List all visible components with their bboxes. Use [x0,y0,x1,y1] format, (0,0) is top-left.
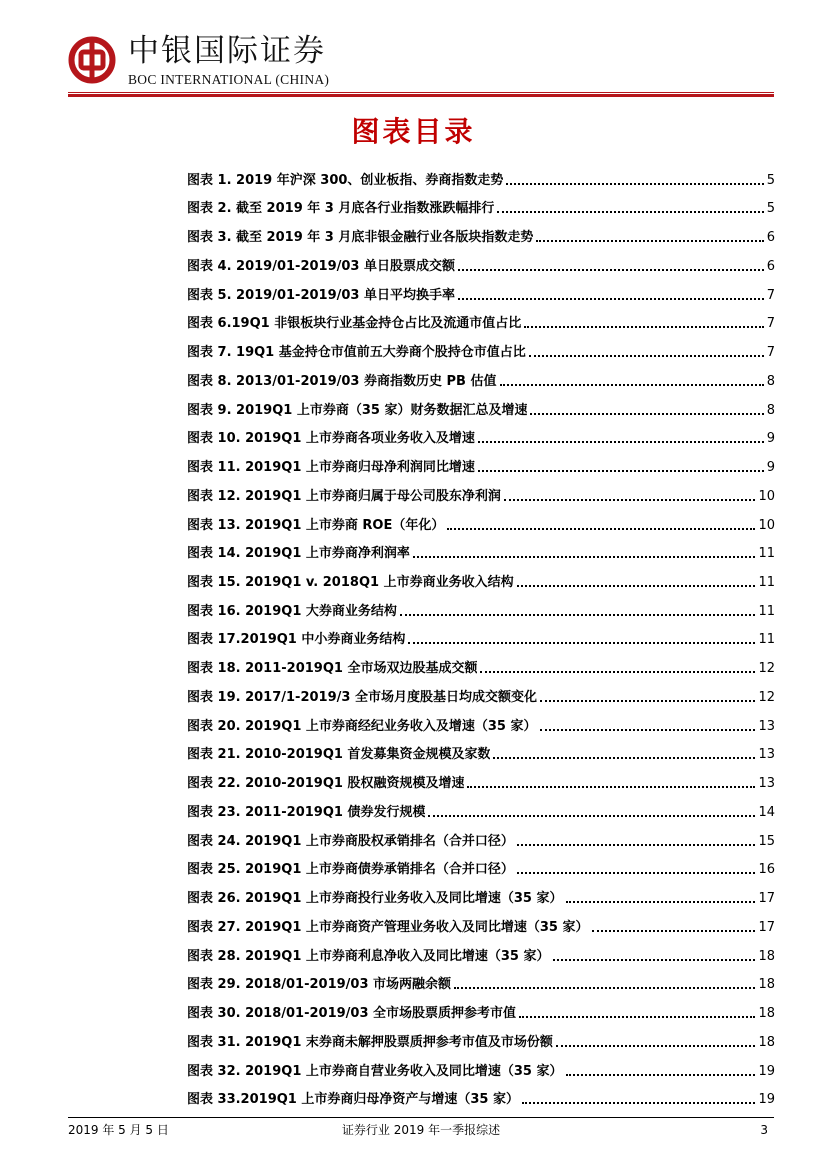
toc-entry-page: 5 [766,172,775,188]
toc-entry-label: 图表 32. 2019Q1 上市券商自营业务收入及同比增速（35 家） [187,1063,563,1079]
toc-entry-page: 8 [766,402,775,418]
toc-entry-label: 图表 5. 2019/01-2019/03 单日平均换手率 [187,287,455,303]
toc-entry[interactable] [187,594,775,623]
toc-entry-page: 7 [766,345,775,361]
toc-entry-label: 图表 14. 2019Q1 上市券商净利润率 [187,546,410,562]
toc-entry-label: 图表 24. 2019Q1 上市券商股权承销排名（合并口径） [187,833,514,849]
page-title: 图表目录 [351,115,476,148]
toc-dot-leader [540,700,756,702]
footer-page-number: 3 [760,1123,768,1137]
toc-entry[interactable] [187,766,775,795]
toc-entry-page: 19 [758,1063,775,1079]
toc-entry-page: 11 [758,546,775,562]
toc-entry[interactable] [187,220,775,249]
page-header [68,30,774,96]
toc-entry-label: 图表 30. 2018/01-2019/03 全市场股票质押参考市值 [187,1006,517,1022]
toc-dot-leader [458,269,764,271]
toc-entry-page: 18 [758,1034,775,1050]
toc-dot-leader [529,355,764,357]
toc-entry-page: 11 [758,603,775,619]
toc-entry-page: 14 [758,804,775,820]
table-of-figures [187,163,775,1111]
toc-dot-leader [506,183,763,185]
toc-entry-label: 图表 20. 2019Q1 上市券商经纪业务收入及增速（35 家） [187,718,537,734]
toc-entry-label: 图表 21. 2010-2019Q1 首发募集资金规模及家数 [187,747,491,763]
toc-entry[interactable] [187,651,775,680]
toc-entry-label: 图表 4. 2019/01-2019/03 单日股票成交额 [187,258,455,274]
toc-entry-label: 图表 25. 2019Q1 上市券商债券承销排名（合并口径） [187,862,514,878]
toc-dot-leader [500,384,764,386]
toc-entry-label: 图表 17.2019Q1 中小券商业务结构 [187,632,406,648]
toc-entry-page: 5 [766,201,775,217]
toc-entry-page: 7 [766,287,775,303]
toc-entry[interactable] [187,565,775,594]
toc-entry[interactable] [187,709,775,738]
toc-entry[interactable] [187,508,775,537]
toc-dot-leader [467,786,755,788]
toc-entry-label: 图表 29. 2018/01-2019/03 市场两融余额 [187,977,452,993]
toc-entry-page: 18 [758,948,775,964]
toc-dot-leader [408,642,755,644]
toc-entry-page: 11 [758,575,775,591]
header-rule [68,92,774,96]
toc-entry-page: 18 [758,977,775,993]
toc-dot-leader [413,556,756,558]
toc-dot-leader [540,729,756,731]
toc-entry[interactable] [187,795,775,824]
toc-entry-page: 10 [758,488,775,504]
toc-entry[interactable] [187,249,775,278]
toc-entry-label: 图表 22. 2010-2019Q1 股权融资规模及增速 [187,776,465,792]
toc-dot-leader [497,211,763,213]
toc-entry[interactable] [187,1083,775,1112]
toc-dot-leader [493,757,755,759]
toc-entry-label: 图表 27. 2019Q1 上市券商资产管理业务收入及同比增速（35 家） [187,919,589,935]
toc-entry[interactable] [187,479,775,508]
toc-entry-label: 图表 10. 2019Q1 上市券商各项业务收入及增速 [187,431,475,447]
toc-dot-leader [454,987,755,989]
toc-entry-page: 7 [766,316,775,332]
toc-entry[interactable] [187,881,775,910]
toc-entry-page: 6 [766,230,775,246]
toc-entry-page: 17 [758,891,775,907]
toc-entry-label: 图表 31. 2019Q1 末券商未解押股票质押参考市值及市场份额 [187,1034,553,1050]
toc-entry[interactable] [187,910,775,939]
toc-dot-leader [517,872,756,874]
toc-dot-leader [428,815,755,817]
toc-dot-leader [556,1045,756,1047]
toc-dot-leader [480,671,755,673]
toc-entry[interactable] [187,968,775,997]
toc-dot-leader [522,1102,755,1104]
toc-entry-label: 图表 8. 2013/01-2019/03 券商指数历史 PB 估值 [187,373,497,389]
toc-entry-label: 图表 23. 2011-2019Q1 债券发行规模 [187,804,426,820]
toc-entry-label: 图表 16. 2019Q1 大券商业务结构 [187,603,397,619]
toc-dot-leader [592,930,756,932]
toc-entry[interactable] [187,1054,775,1083]
header-rule-thick [68,94,774,97]
toc-entry-page: 13 [758,776,775,792]
toc-dot-leader [447,528,755,530]
toc-entry[interactable] [187,307,775,336]
toc-entry-page: 17 [758,919,775,935]
toc-dot-leader [530,413,763,415]
toc-entry[interactable] [187,192,775,221]
toc-entry-label: 图表 19. 2017/1-2019/3 全市场月度股基日均成交额变化 [187,689,537,705]
toc-dot-leader [519,1016,755,1018]
toc-entry[interactable] [187,680,775,709]
toc-entry-label: 图表 9. 2019Q1 上市券商（35 家）财务数据汇总及增速 [187,402,528,418]
toc-entry[interactable] [187,278,775,307]
toc-entry-page: 8 [766,373,775,389]
toc-entry-label: 图表 7. 19Q1 基金持仓市值前五大券商个股持仓市值占比 [187,345,526,361]
toc-entry[interactable] [187,824,775,853]
toc-entry-page: 12 [758,661,775,677]
toc-entry-page: 16 [758,862,775,878]
toc-entry[interactable] [187,537,775,566]
toc-entry[interactable] [187,450,775,479]
toc-dot-leader [400,614,756,616]
toc-entry-page: 10 [758,517,775,533]
toc-dot-leader [478,441,764,443]
toc-dot-leader [536,240,763,242]
toc-entry-label: 图表 13. 2019Q1 上市券商 ROE（年化） [187,517,445,533]
toc-entry[interactable] [187,853,775,882]
footer-title: 证券行业 2019 年一季报综述 [341,1123,501,1137]
toc-dot-leader [478,470,764,472]
toc-entry-page: 13 [758,747,775,763]
toc-entry-page: 6 [766,258,775,274]
toc-entry[interactable] [187,939,775,968]
toc-entry-label: 图表 12. 2019Q1 上市券商归属于母公司股东净利润 [187,488,501,504]
toc-entry-label: 图表 3. 截至 2019 年 3 月底非银金融行业各版块指数走势 [187,230,534,246]
toc-entry-page: 9 [766,431,775,447]
toc-entry-label: 图表 1. 2019 年沪深 300、创业板指、券商指数走势 [187,172,504,188]
toc-entry-page: 13 [758,718,775,734]
toc-dot-leader [517,585,756,587]
toc-dot-leader [553,959,756,961]
toc-entry-label: 图表 15. 2019Q1 v. 2018Q1 上市券商业务收入结构 [187,575,514,591]
toc-entry-label: 图表 6.19Q1 非银板块行业基金持仓占比及流通市值占比 [187,316,522,332]
toc-entry[interactable] [187,364,775,393]
toc-entry[interactable] [187,335,775,364]
toc-dot-leader [458,298,764,300]
toc-entry[interactable] [187,163,775,192]
toc-dot-leader [524,326,763,328]
page-footer [68,1121,774,1141]
toc-entry-page: 15 [758,833,775,849]
toc-entry-page: 12 [758,689,775,705]
toc-entry[interactable] [187,738,775,767]
header-rule-thin [68,92,774,93]
toc-entry-page: 11 [758,632,775,648]
toc-dot-leader [566,901,756,903]
toc-entry-page: 19 [758,1092,775,1108]
toc-entry[interactable] [187,393,775,422]
footer-date: 2019 年 5 月 5 日 [68,1123,169,1137]
toc-entry-label: 图表 2. 截至 2019 年 3 月底各行业指数涨跌幅排行 [187,201,495,217]
toc-dot-leader [566,1074,756,1076]
toc-dot-leader [517,844,756,846]
toc-entry[interactable] [187,996,775,1025]
toc-entry-page: 18 [758,1006,775,1022]
brand-name-cn: 中银国际证券 [128,33,326,69]
toc-entry-page: 9 [766,460,775,476]
toc-entry-label: 图表 26. 2019Q1 上市券商投行业务收入及同比增速（35 家） [187,891,563,907]
boc-logo-icon [68,36,116,84]
footer-rule [68,1117,774,1118]
toc-entry-label: 图表 33.2019Q1 上市券商归母净资产与增速（35 家） [187,1092,519,1108]
toc-entry[interactable] [187,623,775,652]
toc-entry-label: 图表 18. 2011-2019Q1 全市场双边股基成交额 [187,661,478,677]
toc-entry[interactable] [187,422,775,451]
toc-entry-label: 图表 11. 2019Q1 上市券商归母净利润同比增速 [187,460,475,476]
brand-name-en: BOC INTERNATIONAL (CHINA) [128,72,330,87]
toc-entry[interactable] [187,1025,775,1054]
toc-entry-label: 图表 28. 2019Q1 上市券商利息净收入及同比增速（35 家） [187,948,550,964]
toc-dot-leader [504,499,756,501]
